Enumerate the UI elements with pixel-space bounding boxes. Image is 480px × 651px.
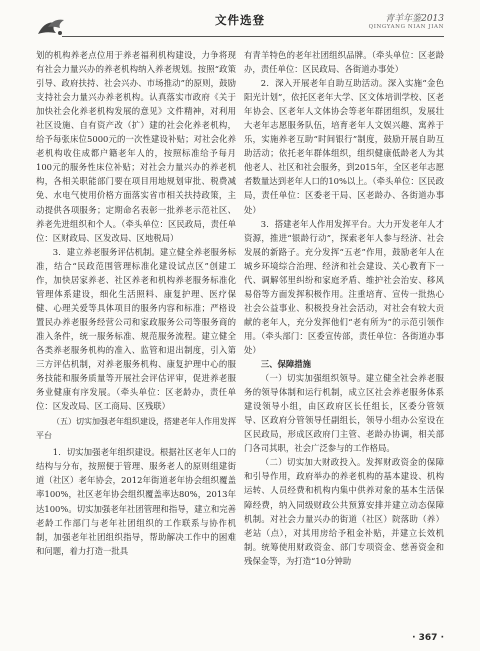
- section-heading: 三、保障措施: [260, 359, 312, 370]
- left-column: [36, 48, 236, 620]
- paragraph: 有青羊特色的老年社团组织品牌。（牵头单位：区老龄办，责任单位：区民政局、各街道办事处）: [244, 50, 444, 75]
- header-rule: [62, 36, 444, 37]
- paragraph: 3．建立养老服务评估机制。建立健全养老服务标准，结合“民政范围管理标准化建设试点区”创建工作，加快居家养老、社区养老和机构养老服务标准化管理体系建设，细化生活照料、康复护理、医疗保健、心理关爱等具体项目的服务内容和标准；严格设置民办养老服务经营公司和家政服务公司等服务商的准入条件，统一服务标准、规范服务流程。建立健全各类养老服务机构的准入、监管和退出制度，引入第三方评估机制，对养老服务机构、康复护理中心的服务技能和服务质量等开展社会评估评审，促进养老服务业健康有序发展。（牵头单位：区老龄办，责任单位：区发改局、区工商局、区残联）: [36, 246, 236, 412]
- page-number: · 367 ·: [412, 633, 444, 643]
- section-title: 文件选登: [215, 13, 265, 27]
- yearbook-title: 青羊年鉴2013: [385, 14, 444, 24]
- paragraph: 1．切实加强老年组织建设。根据社区老年人口的结构与分布，按照便于管理、服务老人的原则组建街道（社区）老年协会，2012年街道老年协会组织覆盖率100%，社区老年协会组织覆盖率达80%，2013年达100%。切实加强老年社团管理和指导，建立和完善老龄工作部门与老年社团组织的工作联系与协作机制，加强老年社团组织指导，帮助解决工作中的困难和问题，着力打造一批具: [36, 447, 236, 556]
- subsection-heading: （五）切实加强老年组织建设，搭建老年人作用发挥平台: [36, 417, 236, 441]
- paragraph: 2．深入开展老年自助互助活动。深入实施“金色阳光计划”，依托区老年大学、区文体培训学校、区老年协会、区老年人文体协会等老年群团组织，发展壮大老年志愿服务队伍，培育老年人文娱兴趣、寓养于乐，实施养老互助“时间银行”制度，鼓励开展自助互助活动；依托老年群体组织，组织健康低龄老人为其他老人、社区和社会服务，到2015年，全区老年志愿者数量达到老年人口的10%以上。（牵头单位：区民政局，责任单位：区委老干局、区老龄办、各街道办事处）: [244, 78, 444, 215]
- paragraph: 3．搭建老年人作用发挥平台。大力开发老年人才资源，推进“银龄行动”，探索老年人参与经济、社会发展的新路子。充分发挥“五老”作用，鼓励老年人在城乡环境综合治理、经济和社会建设、关心教育下一代、调解邻里纠纷和家庭矛盾、维护社会治安、移风易俗等方面发挥积极作用。注重培育、宣传一批热心社会公益事业、积极投身社会活动，对社会有较大贡献的老年人，充分发挥他们“老有所为”的示范引领作用。（牵头部门：区委宣传部，责任单位：各街道办事处）: [244, 218, 444, 355]
- paragraph: 划的机构养老点位用于养老福利机构建设，力争将现有社会力量兴办的养老机构纳入养老规划。按照“政策引导、政府扶持、社会兴办、市场推动”的原则，鼓励支持社会力量兴办养老机构。认真落实市政府《关于加快社会化养老机构发展的意见》文件精神，对利用社区设施、自有资产改（扩）建的社会化养老机构，给予每张床位5000元的一次性建设补贴；对社会化养老机构收住成都户籍老年人的，按照标准给予每月100元的服务性床位补贴；对社会力量兴办的养老机构，各相关职能部门要在项目用地规划审批、税费减免、水电气使用价格方面落实省市相关扶持政策，主动提供各项服务；定期命名表彰一批养老示范社区、养老先进组织和个人。（牵头单位：区民政局，责任单位：区财政局、区发改局、区地税局）: [36, 50, 236, 243]
- right-column: [244, 48, 444, 620]
- yearbook-pinyin: QINGYANG NIAN JIAN: [368, 24, 444, 30]
- paragraph: （二）切实加大财政投入。发挥财政资金的保障和引导作用，政府举办的养老机构的基本建设、机构运转、人员经费和机构内集中供养对象的基本生活保障经费，纳入同级财政公共预算安排并建立动态保障机制。对社会力量兴办的街道（社区）院落助（养）老站（点），对其用房给予租金补贴，并建立长效机制。统筹使用财政资金、部门专项资金、慈善资金和残保金等，为打造“10分钟助: [244, 457, 444, 566]
- paragraph: （一）切实加强组织领导。建立健全社会养老服务的领导体制和运行机制，成立区社会养老服务体系建设领导小组，由区政府区长任组长，区委分管领导、区政府分管领导任副组长，领导小组办公室设在区民政局，形成区政府门主管、老龄办协调，相关部门各司其职，社会广泛参与的工作格局。: [244, 373, 444, 454]
